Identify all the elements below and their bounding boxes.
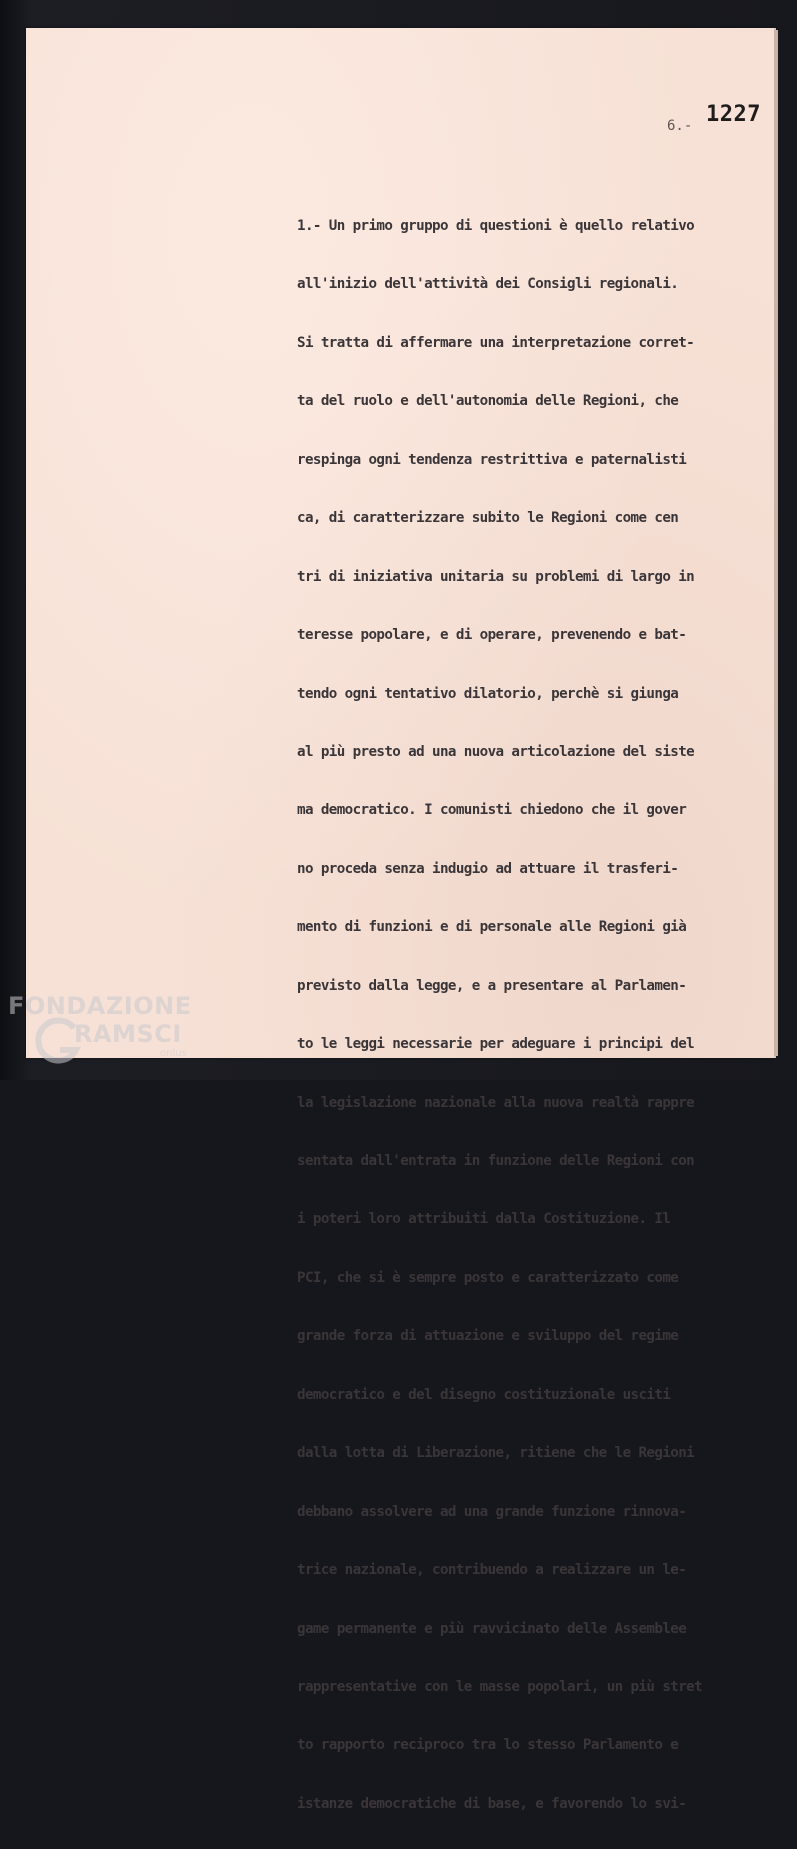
text-line: dalla lotta di Liberazione, ritiene che le Regioni [297,1445,695,1462]
text-line: i poteri loro attribuiti dalla Costituzione. Il [297,1211,671,1228]
typewritten-body [297,181,777,1849]
text-line: tri di iniziativa unitaria su problemi di largo in [297,568,695,585]
typewritten-page [26,28,774,1812]
archive-stamp-number: 1227 [706,102,761,127]
text-line: no proceda senza indugio ad attuare il trasferi- [297,860,679,877]
text-line: 1.- Un primo gruppo di questioni è quello relativo [297,218,695,234]
text-line: la legislazione nazionale alla nuova realtà rappre [297,1094,695,1111]
text-line: trice nazionale, contribuendo a realizzare un le- [297,1562,687,1579]
text-line: ca, di caratterizzare subito le Regioni come cen [297,510,679,527]
page-edge [774,30,778,1056]
watermark-line-1: FONDAZIONE [8,992,192,1020]
text-line: to rapporto reciproco tra lo stesso Parlamento e [297,1737,679,1754]
text-line: rappresentative con le masse popolari, un più stret [297,1678,703,1695]
text-line: teresse popolare, e di operare, prevenendo e bat- [297,627,687,644]
text-line: game permanente e più ravvicinato delle Assemblee [297,1620,687,1637]
text-line: ta del ruolo e dell'autonomia delle Regioni, che [297,393,679,410]
text-line: respinga ogni tendenza restrittiva e paternalisti [297,451,687,468]
text-line: democratico e del disegno costituzionale usciti [297,1386,671,1403]
text-line: ma democratico. I comunisti chiedono che il gover [297,802,687,819]
text-line: mento di funzioni e di personale alle Regioni già [297,919,687,936]
text-line: all'inizio dell'attività dei Consigli regionali. [297,276,679,293]
watermark-line-2: RAMSCI [74,1020,182,1048]
fondazione-gramsci-watermark [0,990,220,1080]
text-line: to le leggi necessarie per adeguare i principi del [297,1036,695,1053]
text-line: sentata dall'entrata in funzione delle Regioni con [297,1153,695,1169]
text-line: Si tratta di affermare una interpretazione corret- [297,334,695,351]
text-line: previsto dalla legge, e a presentare al Parlamen- [297,977,687,994]
text-line: grande forza di attuazione e sviluppo del regime [297,1328,679,1345]
text-line: al più presto ad una nuova articolazione del siste [297,743,695,760]
text-line: istanze democratiche di base, e favorendo lo svi- [297,1795,687,1812]
watermark-subtitle: onlus [160,1048,187,1059]
text-line: tendo ogni tentativo dilatorio, perchè si giunga [297,685,679,702]
text-line: PCI, che si è sempre posto e caratterizzato come [297,1269,679,1286]
page-number: 6.- [667,118,693,134]
text-line: debbano assolvere ad una grande funzione rinnova- [297,1503,687,1520]
